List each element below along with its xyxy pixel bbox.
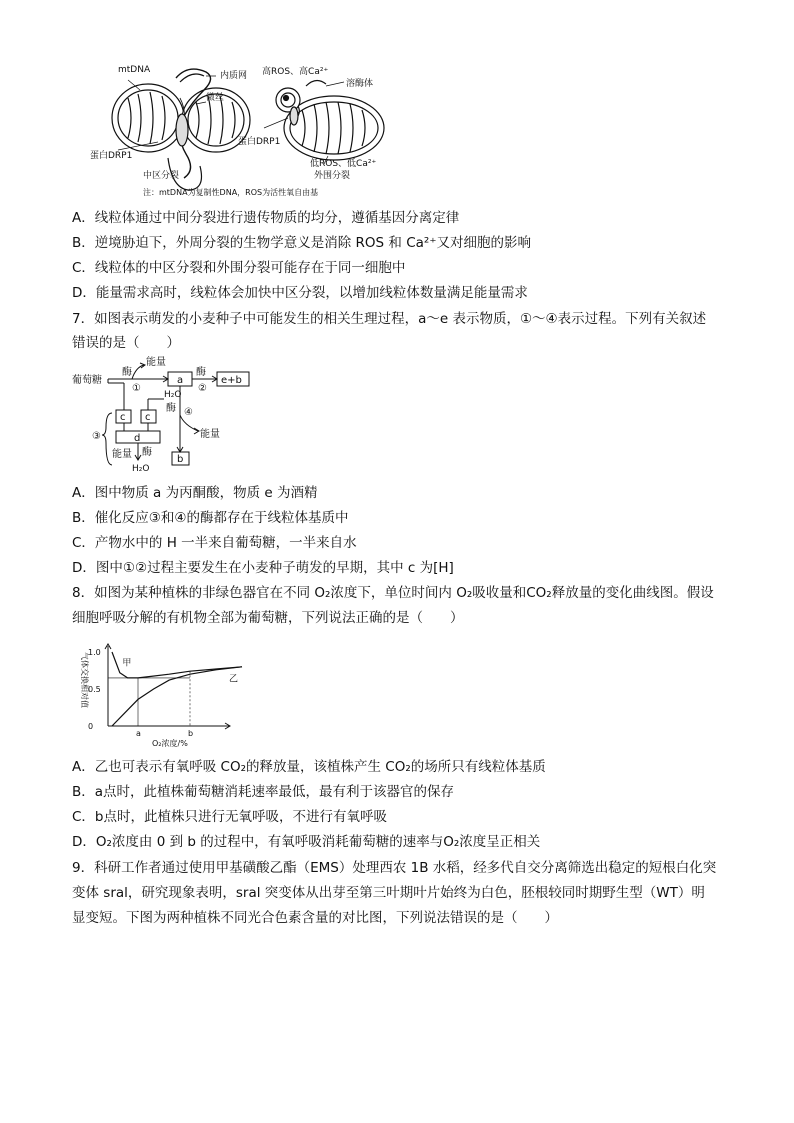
q6-option-d: D．能量需求高时，线粒体会加快中区分裂，以增加线粒体数量满足能量需求	[72, 285, 528, 301]
mid-fission-label: 中区分裂	[143, 171, 180, 181]
box-d-label: d	[134, 433, 141, 444]
process-1-label: ①	[132, 383, 141, 394]
box-eb-label: e+b	[221, 375, 242, 386]
q6-option-a: A．线粒体通过中间分裂进行遗传物质的均分，遵循基因分离定律	[72, 210, 460, 226]
drp1-right-label: 蛋白DRP1	[238, 137, 281, 147]
q9-line3: 显变短。下图为两种植株不同光合色素含量的对比图，下列说法错误的是（ ）	[72, 910, 558, 926]
gas-exchange-chart	[72, 642, 239, 752]
x-tick-label: b	[188, 729, 194, 738]
x-tick-label: a	[136, 729, 141, 738]
high-ros-label: 高ROS、高Ca²⁺	[262, 67, 329, 77]
h2o-label-1: H₂O	[164, 390, 182, 400]
lysosome-label: 溶酶体	[346, 79, 374, 89]
energy-label-3: 能量	[112, 449, 132, 460]
q8-option-c: C．b点时，此植株只进行无氧呼吸，不进行有氧呼吸	[72, 809, 387, 825]
q7-option-b: B．催化反应③和④的酶都存在于线粒体基质中	[72, 510, 349, 526]
enzyme-label-3: 酶	[166, 403, 176, 414]
process-4-label: ④	[184, 407, 193, 418]
enzyme-label-1: 酶	[122, 367, 132, 378]
q9-line1: 9．科研工作者通过使用甲基磺酸乙酯（EMS）处理西农 1B 水稻，经多代自交分离筛选出稳定的短根白化突	[72, 860, 717, 876]
q8-option-a: A．乙也可表示有氧呼吸 CO₂的释放量，该植株产生 CO₂的场所只有线粒体基质	[72, 759, 546, 775]
box-b-label: b	[177, 454, 184, 465]
y-tick-label: 1.0	[88, 648, 101, 657]
mtdna-label: mtDNA	[118, 65, 151, 75]
enzyme-label-2: 酶	[196, 367, 206, 378]
y-axis-label: 气体交换相对值	[80, 652, 89, 708]
q9-line2: 变体 sral，研究现象表明，sral 突变体从出芽至第三叶期叶片始终为白色，胚根较同时期野生型（WT）明	[72, 885, 705, 901]
q8-stem-line2: 细胞呼吸分解的有机物全部为葡萄糖，下列说法正确的是（ ）	[72, 610, 464, 626]
q7-stem-line2: 错误的是（ ）	[72, 335, 180, 351]
q7-stem-line1: 7．如图表示萌发的小麦种子中可能发生的相关生理过程，a～e 表示物质，①～④表示过程。下列有关叙述	[72, 311, 707, 327]
microfilament-label: 微丝	[206, 93, 225, 103]
drp1-left-label: 蛋白DRP1	[90, 151, 133, 161]
series-line-2	[112, 667, 242, 726]
q8-stem-line1: 8．如图为某种植株的非绿色器官在不同 O₂浓度下，单位时间内 O₂吸收量和CO₂释放量的变化曲线图。假设	[72, 585, 714, 601]
q8-option-d: D．O₂浓度由 0 到 b 的过程中，有氧呼吸消耗葡萄糖的速率与O₂浓度呈正相关	[72, 834, 541, 850]
x-axis-label: O₂浓度/%	[152, 739, 188, 748]
er-label: 内质网	[220, 71, 248, 81]
energy-label-1: 能量	[146, 357, 166, 368]
q8-option-b: B．a点时，此植株葡萄糖消耗速率最低，最有利于该器官的保存	[72, 784, 455, 800]
box-c1-label: c	[120, 412, 126, 423]
q7-option-c: C．产物水中的 H 一半来自葡萄糖，一半来自水	[72, 535, 357, 551]
q6-option-b: B．逆境胁迫下，外周分裂的生物学意义是消除 ROS 和 Ca²⁺又对细胞的影响	[72, 235, 531, 251]
respiration-flow-diagram	[72, 355, 252, 475]
mitochondria-figure	[88, 58, 388, 203]
q7-option-d: D．图中①②过程主要发生在小麦种子萌发的早期，其中 c 为[H]	[72, 560, 454, 576]
enzyme-label-4: 酶	[142, 447, 152, 458]
series-line-1	[112, 652, 242, 678]
y-tick-label: 0.5	[88, 685, 101, 694]
box-a-label: a	[177, 375, 184, 386]
h2o-label-2: H₂O	[132, 464, 150, 474]
box-c2-label: c	[145, 412, 151, 423]
y-tick-label: 0	[88, 722, 94, 731]
series-label-2: 乙	[229, 674, 239, 685]
process-2-label: ②	[198, 383, 207, 394]
series-label-1: 甲	[122, 658, 132, 669]
q7-option-a: A．图中物质 a 为丙酮酸，物质 e 为酒精	[72, 485, 318, 501]
low-ros-label: 低ROS、低Ca²⁺	[310, 159, 377, 169]
q6-option-c: C．线粒体的中区分裂和外围分裂可能存在于同一细胞中	[72, 260, 406, 276]
process-3-label: ③	[92, 431, 101, 442]
energy-label-2: 能量	[200, 429, 220, 440]
fig1-note: 注：mtDNA为复制性DNA，ROS为活性氧自由基	[143, 188, 319, 197]
peri-fission-label: 外围分裂	[314, 171, 351, 181]
glucose-label: 葡萄糖	[72, 375, 102, 386]
